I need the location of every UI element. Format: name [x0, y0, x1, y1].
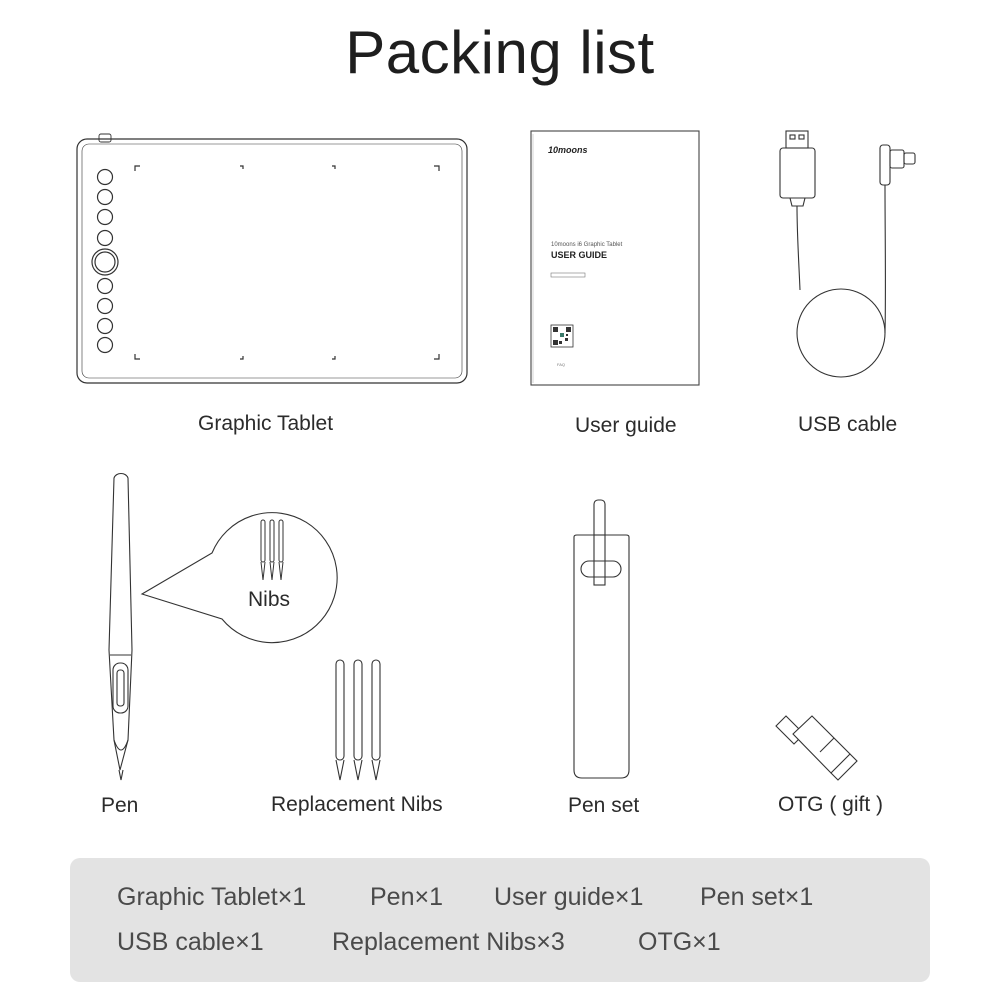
qr-code-icon [551, 325, 573, 347]
page-title: Packing list [345, 19, 655, 86]
summary-item: Pen×1 [370, 883, 443, 911]
label-pen: Pen [101, 794, 139, 817]
user-guide-booklet-illustration [531, 131, 699, 385]
pen-set-illustration [574, 500, 629, 778]
summary-item: Replacement Nibs×3 [332, 928, 565, 956]
summary-item: OTG×1 [638, 928, 721, 956]
label-pen-set: Pen set [568, 794, 640, 817]
label-otg: OTG ( gift ) [778, 793, 883, 816]
manual-heading: USER GUIDE [551, 250, 608, 260]
usb-cable-illustration [780, 131, 915, 377]
label-nibs-callout: Nibs [248, 588, 291, 611]
manual-code: FAQ [557, 362, 566, 367]
label-replacement-nibs: Replacement Nibs [271, 793, 443, 816]
packing-summary-box [70, 858, 930, 982]
manual-subtitle: 10moons i6 Graphic Tablet [551, 242, 623, 248]
summary-item: USB cable×1 [117, 928, 264, 956]
graphic-tablet-illustration [77, 134, 467, 383]
label-usb-cable: USB cable [798, 413, 898, 436]
summary-item: User guide×1 [494, 883, 644, 911]
label-user-guide: User guide [575, 414, 677, 437]
replacement-nibs-illustration [336, 660, 380, 780]
pen-illustration [109, 474, 337, 781]
label-graphic-tablet: Graphic Tablet [198, 412, 334, 435]
manual-brand: 10moons [548, 145, 588, 155]
summary-item: Graphic Tablet×1 [117, 883, 307, 911]
summary-item: Pen set×1 [700, 883, 814, 911]
otg-adapter-illustration [776, 716, 857, 780]
